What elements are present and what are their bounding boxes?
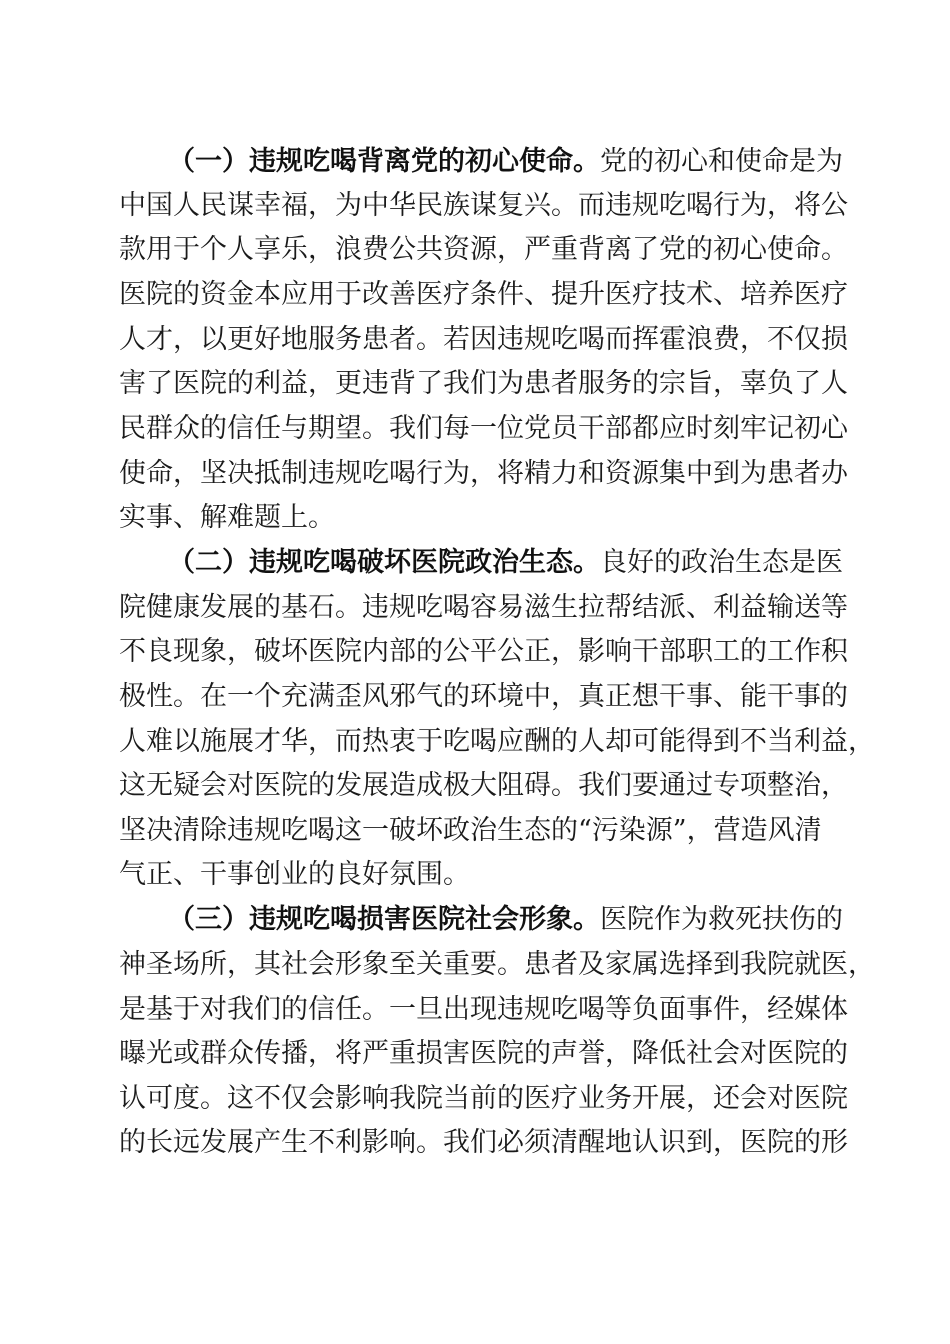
paragraph-2-line-8: 气正、干事创业的良好氛围。 [119, 859, 470, 890]
paragraph-1-line-2: 中国人民谋幸福，为中华民族谋复兴。而违规吃喝行为，将公 [119, 190, 848, 221]
paragraph-3-line-1 [0, 897, 950, 943]
paragraph-2-line-3: 不良现象，破坏医院内部的公平公正，影响干部职工的工作积 [119, 636, 848, 667]
paragraph-2-line-1 [0, 540, 950, 586]
paragraph-1-line-5: 人才，以更好地服务患者。若因违规吃喝而挥霍浪费，不仅损 [119, 324, 848, 355]
paragraph-1-line-4: 医院的资金本应用于改善医疗条件、提升医疗技术、培养医疗 [119, 279, 848, 310]
paragraph-2-text: 良好的政治生态是医 [600, 547, 843, 578]
paragraph-3-line-2: 神圣场所，其社会形象至关重要。患者及家属选择到我院就医， [119, 949, 875, 980]
paragraph-1-line-7: 民群众的信任与期望。我们每一位党员干部都应时刻牢记初心 [119, 413, 848, 444]
paragraph-3-line-4: 曝光或群众传播，将严重损害医院的声誉，降低社会对医院的 [119, 1038, 848, 1069]
paragraph-2-line-4: 极性。在一个充满歪风邪气的环境中，真正想干事、能干事的 [119, 681, 848, 712]
paragraph-2-line-5: 人难以施展才华，而热衷于吃喝应酬的人却可能得到不当利益， [119, 726, 875, 757]
paragraph-1-text: 党的初心和使命是为 [600, 146, 843, 177]
paragraph-1-heading: （一）违规吃喝背离党的初心使命。 [168, 146, 600, 177]
paragraph-1-line-1 [0, 139, 950, 185]
paragraph-3-line-5: 认可度。这不仅会影响我院当前的医疗业务开展，还会对医院 [119, 1083, 848, 1114]
paragraph-1-line-6: 害了医院的利益，更违背了我们为患者服务的宗旨，辜负了人 [119, 368, 848, 399]
paragraph-1-line-8: 使命，坚决抵制违规吃喝行为，将精力和资源集中到为患者办 [119, 458, 848, 489]
paragraph-2-line-7: 坚决清除违规吃喝这一破坏政治生态的“污染源”，营造风清 [119, 815, 822, 846]
paragraph-2-heading: （二）违规吃喝破坏医院政治生态。 [168, 547, 600, 578]
paragraph-1-line-9: 实事、解难题上。 [119, 502, 335, 533]
paragraph-2-line-2: 院健康发展的基石。违规吃喝容易滋生拉帮结派、利益输送等 [119, 592, 848, 623]
paragraph-3-line-3: 是基于对我们的信任。一旦出现违规吃喝等负面事件，经媒体 [119, 994, 848, 1025]
paragraph-3-text: 医院作为救死扶伤的 [600, 904, 843, 935]
paragraph-3-line-6: 的长远发展产生不利影响。我们必须清醒地认识到，医院的形 [119, 1127, 848, 1158]
paragraph-3-heading: （三）违规吃喝损害医院社会形象。 [168, 904, 600, 935]
paragraph-2-line-6: 这无疑会对医院的发展造成极大阻碍。我们要通过专项整治， [119, 770, 848, 801]
paragraph-1-line-3: 款用于个人享乐，浪费公共资源，严重背离了党的初心使命。 [119, 234, 848, 265]
